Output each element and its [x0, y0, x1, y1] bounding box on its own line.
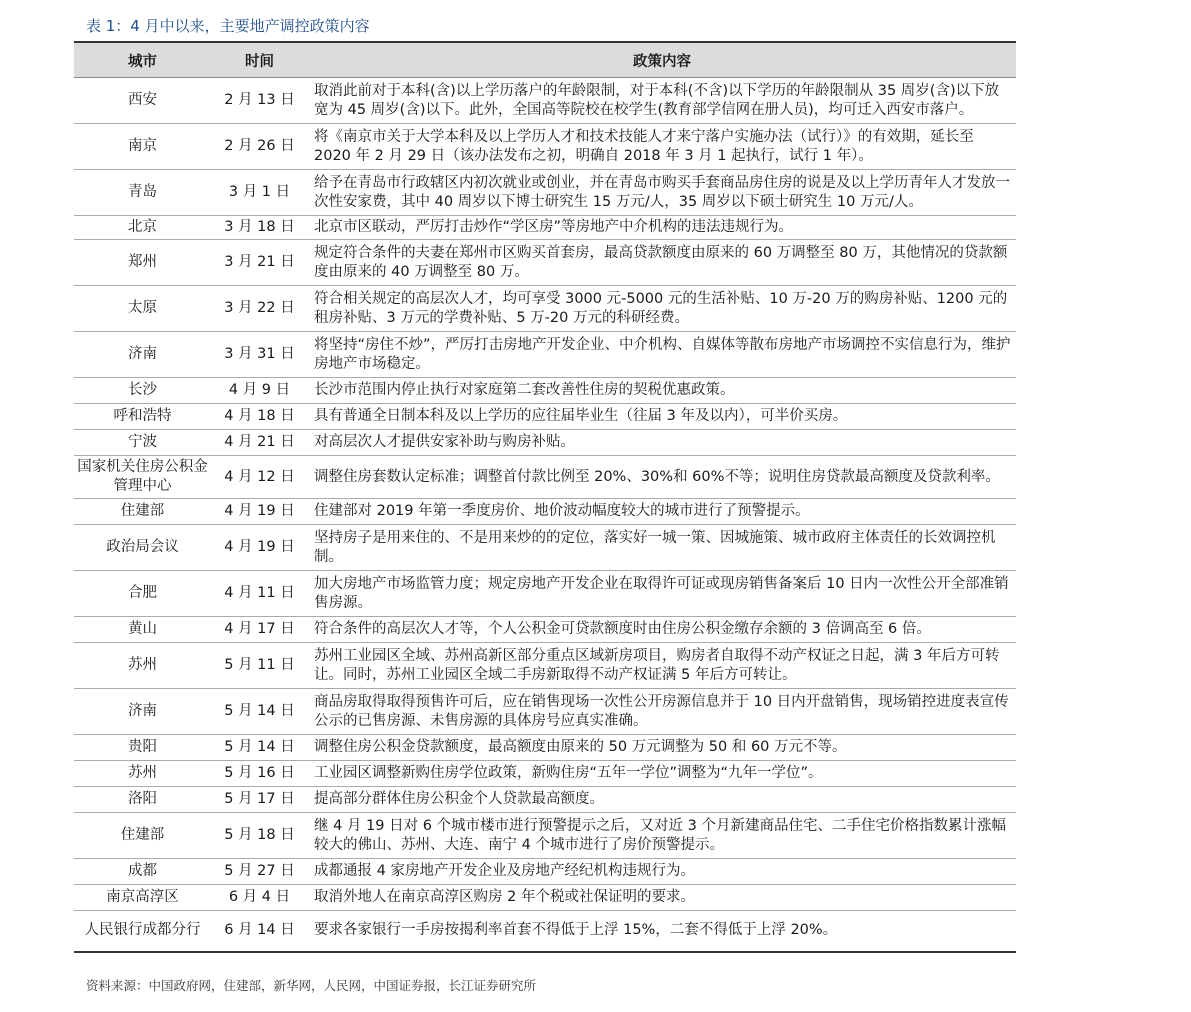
table-row	[74, 170, 1016, 216]
content-cell: 商品房取得取得预售许可后，应在销售现场一次性公开房源信息并于 10 日内开盘销售，现场销控进度表宣传公示的已售房源、未售房源的具体房号应真实准确。	[308, 689, 1016, 735]
date-cell: 4 月 11 日	[211, 571, 308, 617]
content-cell: 加大房地产市场监管力度；规定房地产开发企业在取得许可证或现房销售备案后 10 日内一次性公开全部准销售房源。	[308, 571, 1016, 617]
table-row	[74, 859, 1016, 885]
table-row	[74, 571, 1016, 617]
content-cell: 符合相关规定的高层次人才，均可享受 3000 元-5000 元的生活补贴、10 万-20 万的购房补贴、1200 元的租房补贴、3 万元的学费补贴、5 万-20 万元的科研经费。	[308, 286, 1016, 332]
city-cell: 呼和浩特	[74, 404, 211, 430]
city-cell: 苏州	[74, 761, 211, 787]
content-cell: 坚持房子是用来住的、不是用来炒的的定位，落实好一城一策、因城施策、城市政府主体责任的长效调控机制。	[308, 525, 1016, 571]
date-cell: 3 月 22 日	[211, 286, 308, 332]
date-cell: 3 月 31 日	[211, 332, 308, 378]
content-cell: 长沙市范围内停止执行对家庭第二套改善性住房的契税优惠政策。	[308, 378, 1016, 404]
city-cell: 住建部	[74, 813, 211, 859]
content-cell: 符合条件的高层次人才等，个人公积金可贷款额度时由住房公积金缴存余额的 3 倍调高至 6 倍。	[308, 617, 1016, 643]
date-cell: 5 月 17 日	[211, 787, 308, 813]
content-cell: 工业园区调整新购住房学位政策，新购住房“五年一学位”调整为“九年一学位”。	[308, 761, 1016, 787]
date-cell: 4 月 19 日	[211, 525, 308, 571]
table-row	[74, 911, 1016, 952]
city-cell: 洛阳	[74, 787, 211, 813]
table-row	[74, 286, 1016, 332]
content-cell: 具有普通全日制本科及以上学历的应往届毕业生（往届 3 年及以内），可半价买房。	[308, 404, 1016, 430]
table-title: 表 1：4 月中以来，主要地产调控政策内容	[86, 17, 370, 35]
city-cell: 国家机关住房公积金管理中心	[74, 456, 211, 499]
content-cell: 调整住房公积金贷款额度，最高额度由原来的 50 万元调整为 50 和 60 万元不等。	[308, 735, 1016, 761]
content-cell: 成都通报 4 家房地产开发企业及房地产经纪机构违规行为。	[308, 859, 1016, 885]
date-cell: 5 月 18 日	[211, 813, 308, 859]
content-cell: 规定符合条件的夫妻在郑州市区购买首套房，最高贷款额度由原来的 60 万调整至 80 万，其他情况的贷款额度由原来的 40 万调整至 80 万。	[308, 240, 1016, 286]
date-cell: 5 月 14 日	[211, 735, 308, 761]
city-cell: 北京	[74, 216, 211, 240]
city-cell: 苏州	[74, 643, 211, 689]
date-cell: 4 月 9 日	[211, 378, 308, 404]
date-cell: 4 月 18 日	[211, 404, 308, 430]
table-row	[74, 885, 1016, 911]
content-cell: 提高部分群体住房公积金个人贷款最高额度。	[308, 787, 1016, 813]
date-cell: 4 月 12 日	[211, 456, 308, 499]
date-cell: 3 月 18 日	[211, 216, 308, 240]
city-cell: 青岛	[74, 170, 211, 216]
city-cell: 黄山	[74, 617, 211, 643]
city-cell: 住建部	[74, 499, 211, 525]
content-cell: 给予在青岛市行政辖区内初次就业或创业，并在青岛市购买手套商品房住房的说是及以上学历青年人才发放一次性安家费，其中 40 周岁以下博士研究生 15 万元/人，35 周岁以下硕士研究生 10 万元/人。	[308, 170, 1016, 216]
table-row	[74, 456, 1016, 499]
date-cell: 6 月 14 日	[224, 922, 295, 939]
table-row	[74, 378, 1016, 404]
table-row	[74, 332, 1016, 378]
table-row	[74, 735, 1016, 761]
date-cell: 6 月 4 日	[211, 885, 308, 911]
table-row	[74, 430, 1016, 456]
table-row	[74, 761, 1016, 787]
table-header-row	[74, 42, 1016, 78]
date-cell: 4 月 17 日	[211, 617, 308, 643]
content-cell: 苏州工业园区全域、苏州高新区部分重点区域新房项目，购房者自取得不动产权证之日起，满 3 年后方可转让。同时，苏州工业园区全域二手房新取得不动产权证满 5 年后方可转让。	[308, 643, 1016, 689]
policy-table	[74, 41, 1016, 953]
date-cell: 5 月 14 日	[211, 689, 308, 735]
date-cell: 5 月 11 日	[211, 643, 308, 689]
city-cell: 南京高淳区	[74, 885, 211, 911]
date-cell: 3 月 1 日	[211, 170, 308, 216]
table-row	[74, 643, 1016, 689]
city-cell: 西安	[74, 78, 211, 124]
table-row	[74, 617, 1016, 643]
date-cell: 3 月 21 日	[211, 240, 308, 286]
table-row	[74, 124, 1016, 170]
city-cell: 济南	[74, 332, 211, 378]
date-cell: 2 月 26 日	[211, 124, 308, 170]
header-city: 城市	[74, 42, 211, 78]
table-row	[74, 78, 1016, 124]
city-cell: 人民银行成都分行	[84, 922, 201, 939]
content-cell: 继 4 月 19 日对 6 个城市楼市进行预警提示之后，又对近 3 个月新建商品住宅、二手住宅价格指数累计涨幅较大的佛山、苏州、大连、南宁 4 个城市进行了房价预警提示。	[308, 813, 1016, 859]
content-cell: 要求各家银行一手房按揭利率首套不得低于上浮 15%，二套不得低于上浮 20%。	[314, 922, 838, 939]
table-row	[74, 813, 1016, 859]
city-cell: 贵阳	[74, 735, 211, 761]
source-note: 资料来源：中国政府网，住建部，新华网，人民网，中国证券报，长江证券研究所	[86, 978, 537, 993]
date-cell: 4 月 21 日	[211, 430, 308, 456]
table-row	[74, 525, 1016, 571]
header-date: 时间	[211, 42, 308, 78]
content-cell: 对高层次人才提供安家补助与购房补贴。	[308, 430, 1016, 456]
content-cell: 将《南京市关于大学本科及以上学历人才和技术技能人才来宁落户实施办法（试行）》的有效期，延长至 2020 年 2 月 29 日（该办法发布之初，明确自 2018 年 3 月 1 起执行，试行 1 年）。	[308, 124, 1016, 170]
header-content: 政策内容	[308, 42, 1016, 78]
city-cell: 济南	[74, 689, 211, 735]
table-row	[74, 240, 1016, 286]
table-row	[74, 216, 1016, 240]
table-row	[74, 689, 1016, 735]
city-cell: 宁波	[74, 430, 211, 456]
city-cell: 成都	[74, 859, 211, 885]
table-row	[74, 787, 1016, 813]
table-row	[74, 499, 1016, 525]
date-cell: 2 月 13 日	[211, 78, 308, 124]
date-cell: 5 月 27 日	[211, 859, 308, 885]
content-cell: 北京市区联动，严厉打击炒作“学区房”等房地产中介机构的违法违规行为。	[308, 216, 1016, 240]
city-cell: 政治局会议	[74, 525, 211, 571]
table-row	[74, 404, 1016, 430]
content-cell: 调整住房套数认定标准；调整首付款比例至 20%、30%和 60%不等；说明住房贷款最高额度及贷款利率。	[308, 456, 1016, 499]
date-cell: 5 月 16 日	[211, 761, 308, 787]
city-cell: 南京	[74, 124, 211, 170]
content-cell: 将坚持“房住不炒”，严厉打击房地产开发企业、中介机构、自媒体等散布房地产市场调控不实信息行为，维护房地产市场稳定。	[308, 332, 1016, 378]
city-cell: 郑州	[74, 240, 211, 286]
city-cell: 长沙	[74, 378, 211, 404]
date-cell: 4 月 19 日	[211, 499, 308, 525]
content-cell: 住建部对 2019 年第一季度房价、地价波动幅度较大的城市进行了预警提示。	[308, 499, 1016, 525]
city-cell: 太原	[74, 286, 211, 332]
content-cell: 取消此前对于本科(含)以上学历落户的年龄限制，对于本科(不含)以下学历的年龄限制从 35 周岁(含)以下放宽为 45 周岁(含)以下。此外，全国高等院校在校学生(教育部学信网在册人员)，均可迁入西安市落户。	[308, 78, 1016, 124]
city-cell: 合肥	[74, 571, 211, 617]
content-cell: 取消外地人在南京高淳区购房 2 年个税或社保证明的要求。	[308, 885, 1016, 911]
